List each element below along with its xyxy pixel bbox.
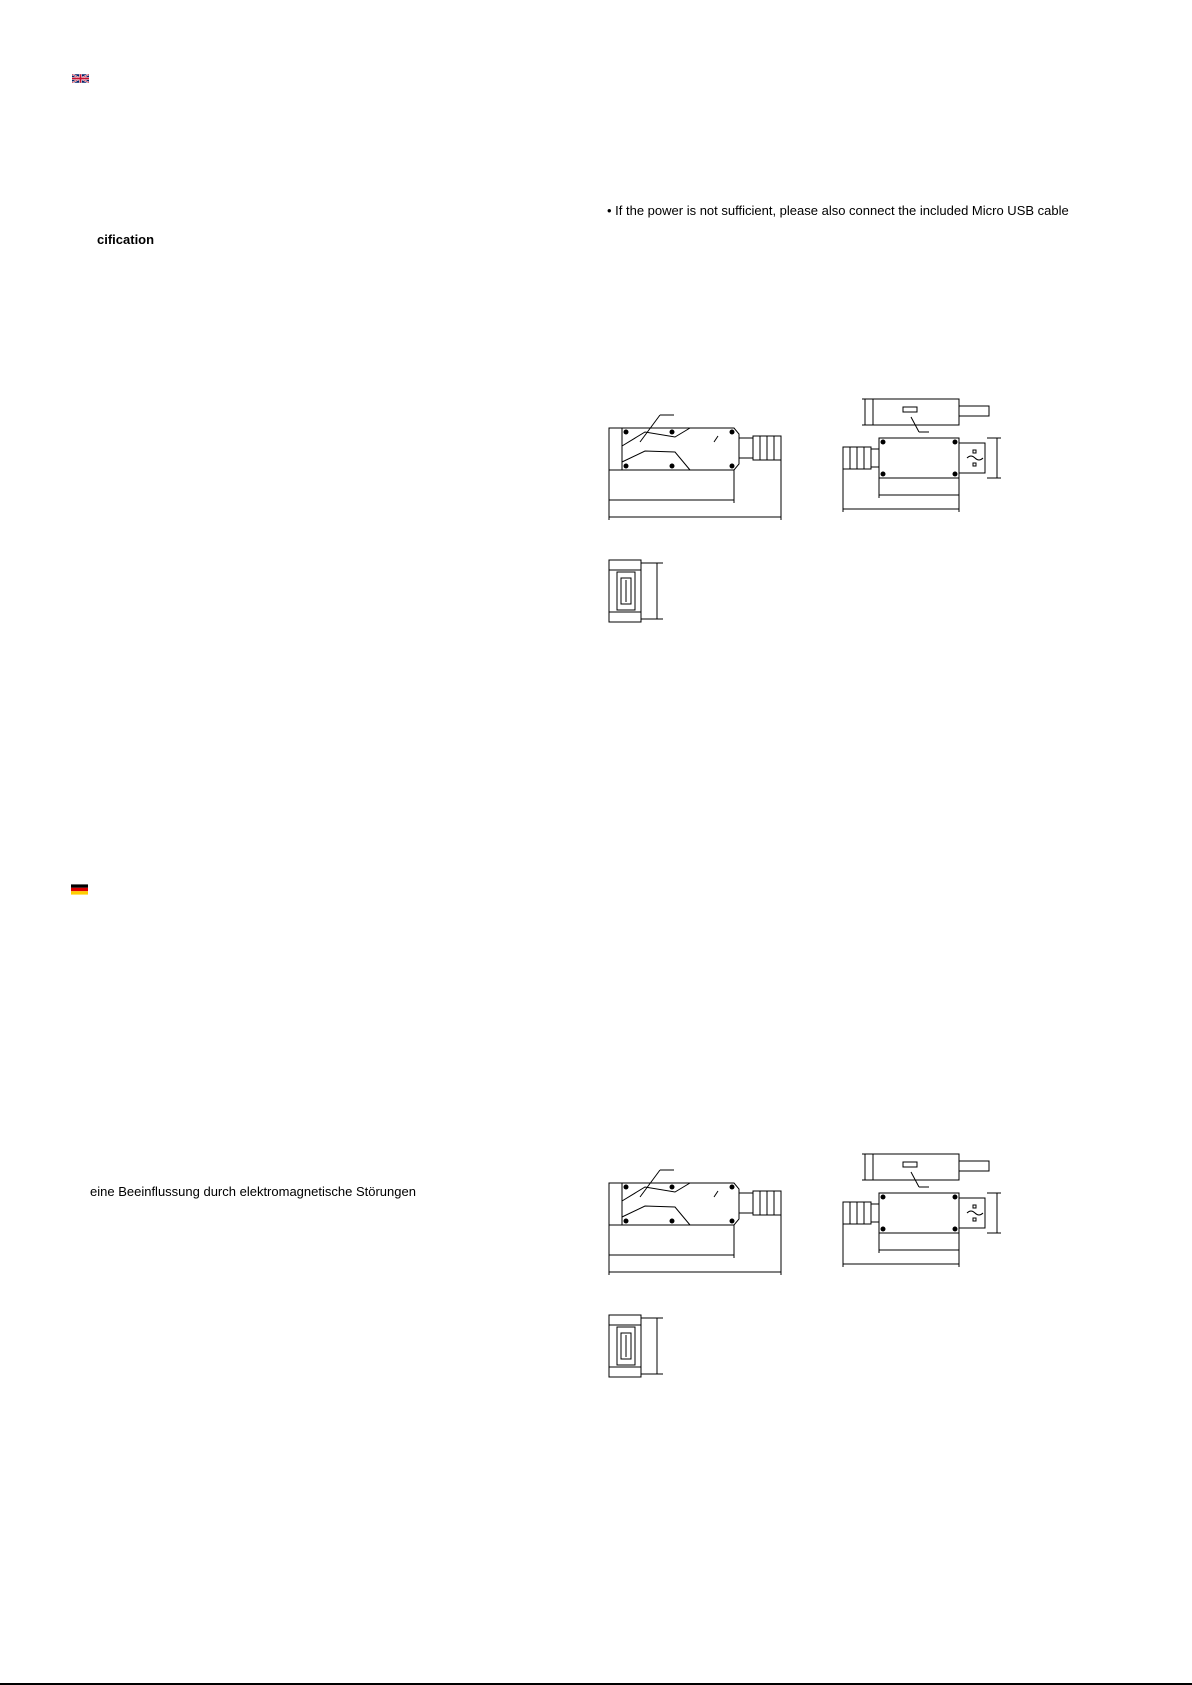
connector-drawing-end-view: [605, 556, 665, 631]
german-flag-icon: [71, 884, 88, 895]
emc-text: eine Beeinflussung durch elektromagnetische Störungen: [90, 1184, 416, 1199]
connector-drawing-end-view-de: [605, 1311, 665, 1386]
specification-heading: cification: [97, 232, 155, 247]
power-note: • If the power is not sufficient, please also connect the included Micro USB cable: [607, 203, 1069, 218]
uk-flag-icon: [72, 73, 89, 84]
connector-drawing-side-view: [825, 395, 1015, 520]
connector-drawing-top-view: [600, 390, 790, 525]
connector-drawing-top-view-de: [600, 1145, 790, 1280]
connector-drawing-side-view-de: [825, 1150, 1015, 1275]
